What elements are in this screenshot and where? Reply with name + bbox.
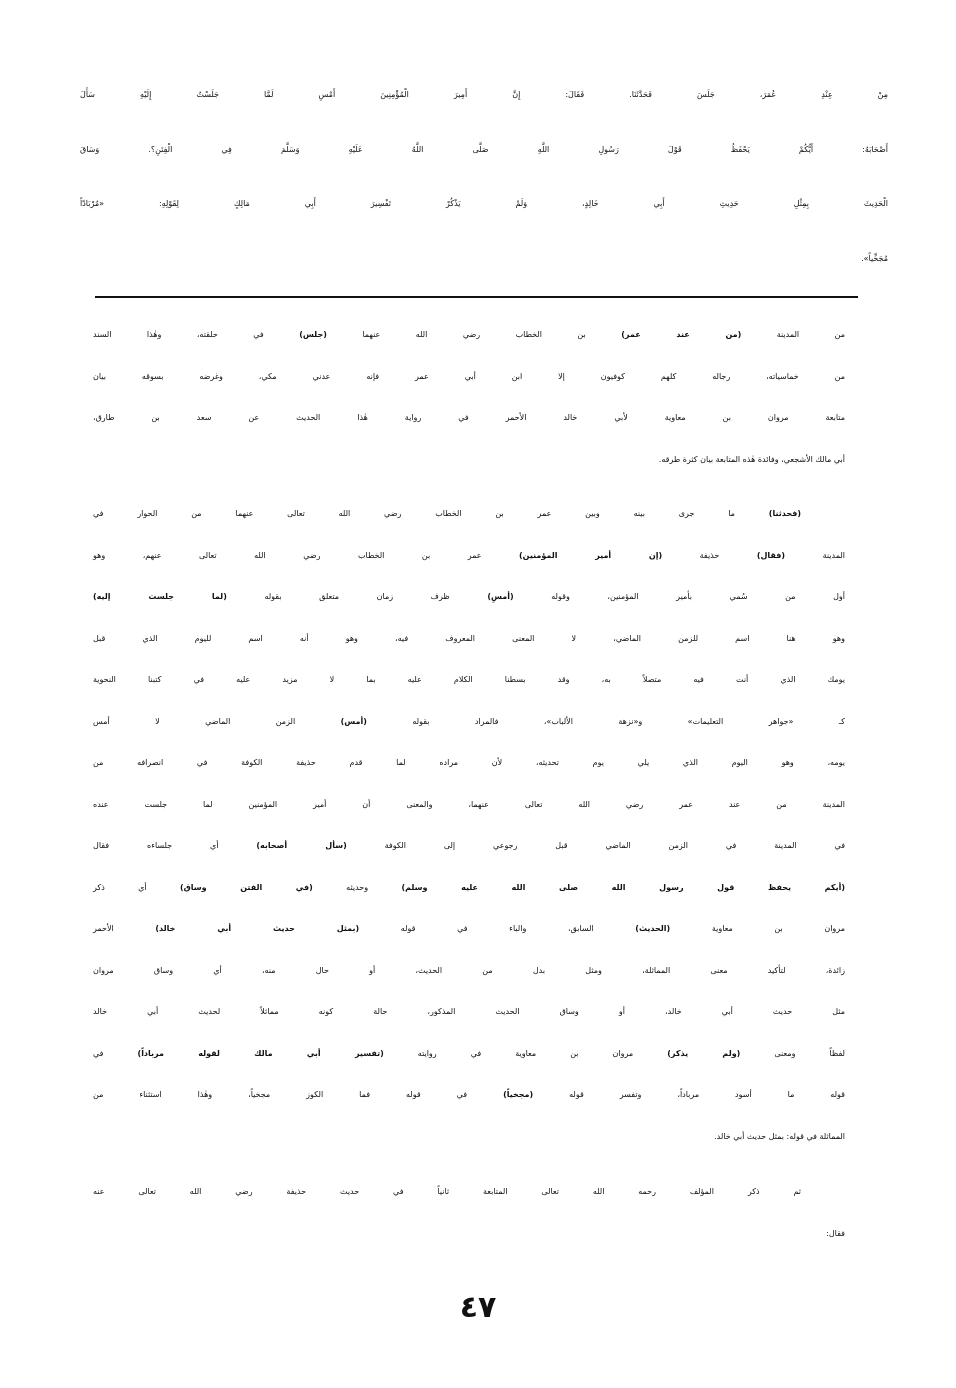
commentary-paragraph xyxy=(93,1171,845,1254)
line-text xyxy=(714,1132,845,1141)
commentary-line xyxy=(93,356,845,398)
commentary-paragraph xyxy=(93,314,845,480)
bold-phrase: (جلس) xyxy=(299,330,327,339)
text-run: زائدة، لتأكيد معنى المماثلة، ومثل بدل من الحديث، أو حال منه، أي وساق مروان xyxy=(93,965,845,975)
text-run: الزمن الماضي لا أمس xyxy=(93,716,341,726)
text-run: أبي مالك الأشجعي، وفائدة هٰذه المتابعة بيان كثرة طرقه. xyxy=(658,454,845,464)
text-run: مروان بن معاوية xyxy=(670,924,845,933)
bold-phrase: (إن أمير المؤمنين) xyxy=(519,550,663,560)
commentary-line xyxy=(93,1033,845,1075)
line-text xyxy=(93,1049,845,1058)
text-run: من خماسياته، رجاله كلهم كوفيون إلا ابن أبي عمر فإنه عدني مكي، وغرضه بسوقه بيان xyxy=(93,371,845,381)
commentary-line xyxy=(93,908,845,950)
line-text xyxy=(93,1090,845,1099)
line-text xyxy=(826,1229,845,1238)
line-text xyxy=(93,592,845,601)
text-run: ما جرى بينه وبين عمر بن الخطاب رضي الله تعالى عنهما من الحوار في xyxy=(93,509,769,518)
text-run: وهو هنا اسم للزمن الماضي، لا المعنى المعروف فيه، وهو أنه اسم لليوم الذي قبل xyxy=(93,633,845,643)
line-text xyxy=(93,883,845,892)
line-text xyxy=(93,966,845,975)
hadith-line xyxy=(80,232,888,287)
line-text: الْحَدِيثَ بِمِثْلِ حَدِيثِ أَبِي خَالِدٍ، وَلَمْ يَذْكُرْ تَفْسِيرَ أَبِي مَالِكٍ لِقَوْلِهِ: «مُرْبَادّاً xyxy=(80,199,888,208)
bold-phrase: (من عند عمر) xyxy=(621,330,742,339)
text-run: المدينة xyxy=(785,550,845,560)
commentary-line xyxy=(93,659,845,701)
commentary-line xyxy=(93,397,845,439)
commentary-line xyxy=(93,493,845,535)
bold-phrase: (أمسِ) xyxy=(487,592,514,601)
bold-phrase: (لما جلست إليه) xyxy=(93,592,227,601)
commentary-line xyxy=(93,701,845,743)
bold-phrase: (في الفتن وساق) xyxy=(179,882,313,892)
text-run: متابعة مروان بن معاوية لأبي خالد الأحمر في رواية هٰذا الحديث عن سعد بن طارق، xyxy=(93,413,845,422)
commentary-line xyxy=(93,825,845,867)
line-text xyxy=(93,634,845,643)
line-text xyxy=(93,800,845,809)
hadith-text-block xyxy=(80,68,888,286)
text-run: مثل حديث أبي خالد، أو وساق الحديث المذكور، حالة كونه مماثلاً لحديث أبي خالد xyxy=(93,1007,845,1016)
text-run: لفظاً ومعنى xyxy=(740,1048,845,1058)
line-text xyxy=(93,841,845,850)
line-text xyxy=(93,372,845,381)
line-text xyxy=(93,509,801,518)
bold-phrase: (ولم يذكر) xyxy=(667,1048,741,1058)
line-text xyxy=(93,924,845,933)
text-run: في حلقته، وهٰذا السند xyxy=(93,330,300,339)
text-run: يومه، وهو اليوم الذي يلي يوم تحديثه، لأن مراده لما قدم حذيفة الكوفة في انصرافه من xyxy=(93,758,845,767)
line-text xyxy=(93,758,845,767)
text-run: كـ «جواهر التعليمات» و«نزهة الألباب»، فالمراد بقوله xyxy=(366,716,845,726)
text-run: حذيفة xyxy=(662,550,757,560)
hadith-line xyxy=(80,123,888,178)
text-run: عمر بن الخطاب رضي الله تعالى عنهم، وهو xyxy=(93,550,519,560)
bold-phrase: (مجخياً) xyxy=(503,1090,534,1099)
commentary-line xyxy=(93,439,845,481)
commentary-line xyxy=(93,1074,845,1116)
text-run: ظرف زمان متعلق بقوله xyxy=(226,592,488,601)
text-run: في المدينة في الزمن الماضي قبل رجوعي إلى الكوفة xyxy=(346,841,846,850)
line-text xyxy=(93,717,845,726)
text-run: فقال: xyxy=(826,1228,845,1238)
commentary-block xyxy=(93,314,845,1254)
text-run: المماثلة في قوله: بمثل حديث أبي خالد. xyxy=(714,1131,845,1141)
text-run: أي ذكر xyxy=(93,882,180,892)
bold-phrase: (أيكم يحفظ قول رسول الله صلى الله عليه وسلم) xyxy=(401,882,845,892)
commentary-line xyxy=(93,950,845,992)
commentary-line xyxy=(93,991,845,1033)
text-run: الأحمر xyxy=(93,924,156,933)
hadith-line xyxy=(80,68,888,123)
line-text: مُجَخِّياً». xyxy=(861,253,888,263)
text-run: أول من سُمي بأمير المؤمنين، وقوله xyxy=(513,592,845,601)
line-text xyxy=(93,675,845,684)
line-text xyxy=(93,551,845,560)
text-run: بن الخطاب رضي الله عنهما xyxy=(326,330,622,339)
commentary-line xyxy=(93,742,845,784)
page-number: ٤٧ xyxy=(459,1290,497,1325)
bold-phrase: (بمثل حديث أبي خالد) xyxy=(155,924,360,933)
commentary-line xyxy=(93,784,845,826)
commentary-paragraph xyxy=(93,493,845,1157)
hadith-line xyxy=(80,177,888,232)
text-run: السابق، والباء في قوله xyxy=(359,924,636,933)
text-run: في xyxy=(93,1048,138,1058)
commentary-line xyxy=(93,618,845,660)
line-text xyxy=(93,1007,845,1016)
commentary-line xyxy=(93,1116,845,1158)
line-text: مِنْ عِنْدِ عُمَرَ، جَلَسَ فَحَدَّثَنَا. فَقَالَ: إِنَّ أَمِيرَ الْمُؤْمِنِينَ أَمْسِ لَمَّا جَلَسْتُ إِلَيْهِ سَأَلَ xyxy=(80,90,888,99)
text-run: المدينة من عند عمر رضي الله تعالى عنهما، والمعنى أن أمير المؤمنين لما جلست عنده xyxy=(93,799,845,809)
bold-phrase: (فقال) xyxy=(756,550,786,560)
line-text xyxy=(93,330,845,339)
separator-rule xyxy=(95,296,858,298)
commentary-line xyxy=(93,535,845,577)
line-text xyxy=(93,1187,801,1196)
bold-phrase: (تفسير أبي مالك لقوله مرباداً) xyxy=(137,1048,384,1058)
text-run: أي جلساءه فقال xyxy=(93,841,257,850)
line-text: أَصْحَابَهُ: أَيُّكُمْ يَحْفَظُ قَوْلَ رَسُولِ اللَّهِ صَلَّى اللَّهُ عَلَيْهِ وَسَلَّمَ فِي الْفِتَنِ؟. وَسَاقَ xyxy=(80,144,888,154)
bold-phrase: (أمس) xyxy=(340,716,367,726)
line-text xyxy=(93,413,845,422)
text-run: قوله ما أسود مرباداً، وتفسر قوله xyxy=(533,1090,845,1099)
commentary-line xyxy=(93,1213,845,1255)
bold-phrase: (فحدثنا) xyxy=(768,509,801,518)
text-run: من المدينة xyxy=(741,330,845,339)
commentary-line xyxy=(93,576,845,618)
text-run: مروان بن معاوية في روايته xyxy=(383,1048,668,1058)
text-run: وحديثه xyxy=(312,882,402,892)
commentary-line xyxy=(93,1171,845,1213)
text-run: في قوله فما الكوز مجخياً، وهٰذا استثناء من xyxy=(93,1090,504,1099)
bold-phrase: (سأل أصحابه) xyxy=(256,841,347,850)
line-text xyxy=(659,455,845,464)
text-run: ثم ذكر المؤلف رحمه الله تعالى المتابعة ثانياً في حديث حذيفة رضي الله تعالى عنه xyxy=(93,1187,801,1196)
commentary-line xyxy=(93,867,845,909)
commentary-line xyxy=(93,314,845,356)
text-run: يومك الذي أنت فيه متصلاً به، وقد بسطنا الكلام عليه بما لا مزيد عليه في كتبنا النحوية xyxy=(93,675,845,684)
bold-phrase: (الحديث) xyxy=(635,924,671,933)
